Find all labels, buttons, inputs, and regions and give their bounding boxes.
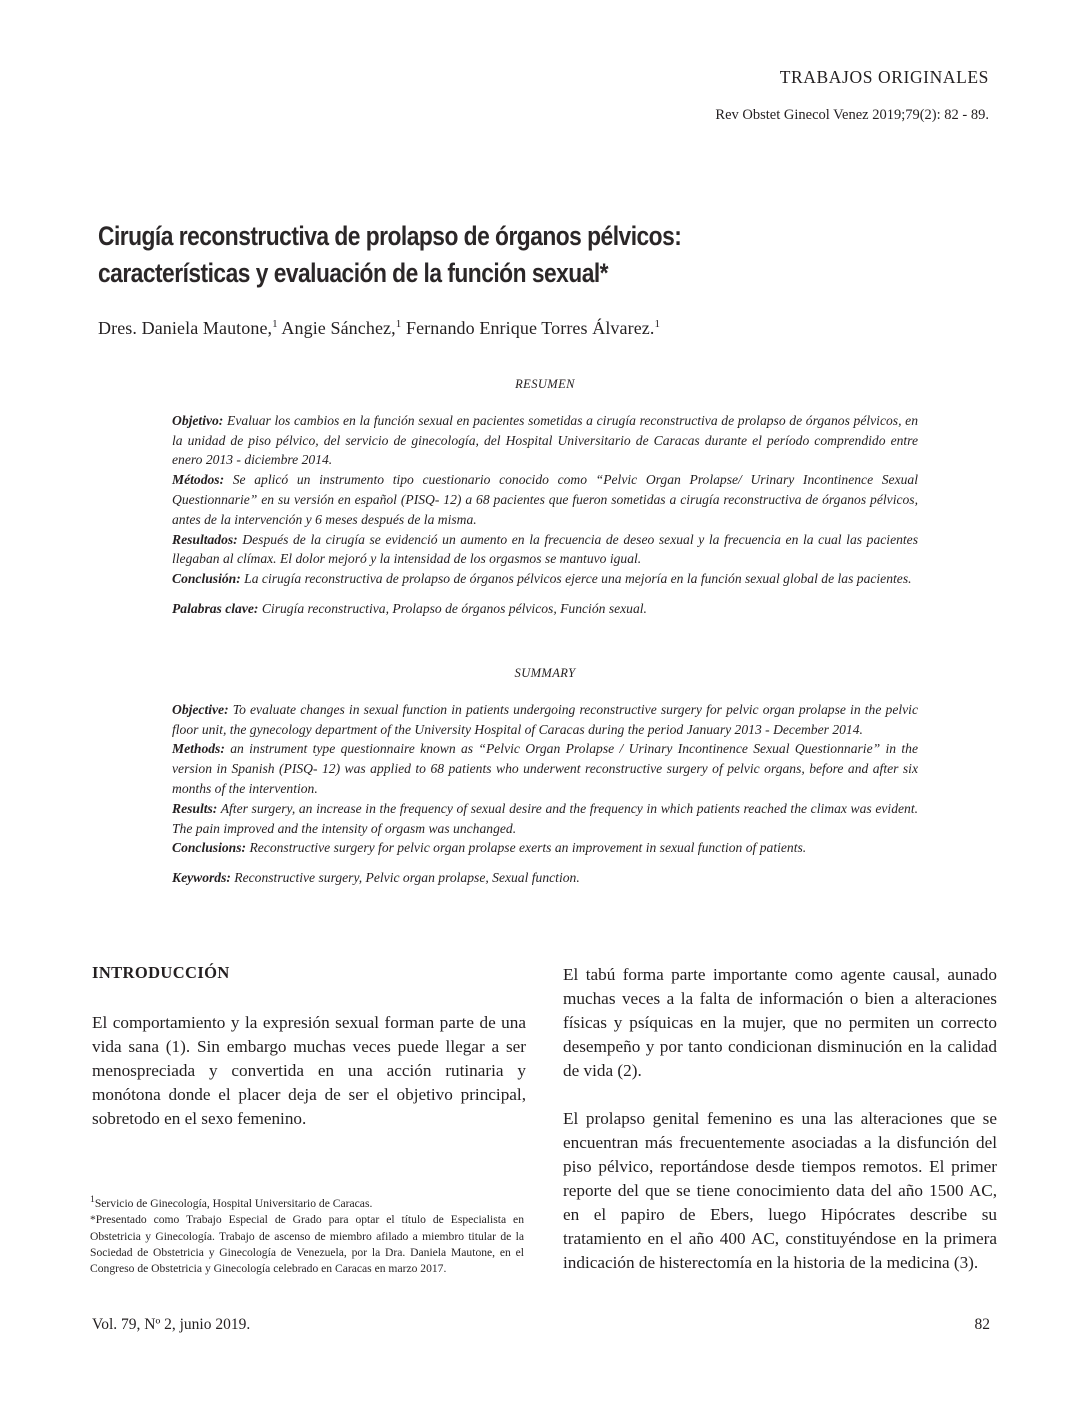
footnote-marker: 1 [90,1194,95,1205]
summary-keywords-label: Keywords: [172,870,231,886]
resumen-objetivo [172,411,918,470]
summary-results-text: After surgery, an increase in the frequency of sexual desire and the frequency in which patients reached the climax was evident. The pain improved and the intensity of orgasm was unchanged. [172,800,918,836]
author-name: Fernando Enrique Torres Álvarez. [405,318,655,338]
summary-objective [172,700,918,740]
body-column-right [563,963,997,1275]
footnote-presentation: *Presentado como Trabajo Especial de Grado para optar el título de Especialista en Obstetricia y Ginecología. Trabajo de ascenso de miembro afilado a miembro titular de la Sociedad de Obstetricia y Ginecología de Venezuela, por la Dra. Daniela Mautone, en el Congreso de Obstetricia y Ginecología celebrado en Caracas en marzo 2017. [90,1213,524,1276]
resumen-metodos-text: Se aplicó un instrumento tipo cuestionario conocido como “Pelvic Organ Prolapse/ Urinary Incontinence Sexual Questionnarie” en su versión en español (PISQ- 12) a 68 pacientes que fueron sometidas a cirugía reconstructiva de órganos pélvicos, antes de la intervención y 6 meses después de la misma. [172,472,918,527]
intro-paragraph-3: El prolapso genital femenino es una las alteraciones que se encuentran más frecuentemente asociadas a la disfunción del piso pélvico, reportándose desde tiempos remotos. El primer reporte del que se tiene conocimiento data del año 1500 AC, en el papiro de Ebers, luego Hipócrates describe su tratamiento en el año 400 AC, constituyéndose en la primera indicación de histerectomía en la historia de la medicina (3). [563,1109,997,1272]
author-list [98,318,660,339]
summary-heading: SUMMARY [514,666,576,680]
author-affiliation: 1 [395,318,402,330]
author-affiliation: 1 [272,318,278,330]
summary-results [172,799,918,839]
resumen-resultados [172,530,918,570]
resumen-keywords [172,599,918,619]
summary-conclusions-text: Reconstructive surgery for pelvic organ prolapse exerts an improvement in sexual function of patients. [246,840,807,856]
resumen-metodos [172,470,918,529]
summary-methods [172,739,918,798]
resumen-resultados-text: Después de la cirugía se evidenció un aumento en la frecuencia de deseo sexual y la frecuencia en la cual las pacientes llegaban al clímax. El dolor mejoró y la intensidad de los orgasmos se mantuvo igual. [172,531,918,567]
introduction-heading: INTRODUCCIÓN [92,963,230,982]
article-title [98,218,838,292]
resumen-conclusion [172,569,918,589]
title-line-2: características y evaluación de la función sexual* [98,258,609,288]
authors-prefix: Dres. [98,318,137,338]
resumen-metodos-label: Métodos: [172,472,225,488]
summary-conclusions-label: Conclusions: [172,840,247,856]
author-name: Daniela Mautone, [141,318,273,338]
author-name: Angie Sánchez, [281,318,396,338]
summary-methods-text: an instrument type questionnaire known as “Pelvic Organ Prolapse / Urinary Incontinence Sexual Questionnarie” in the version in Spanish (PISQ- 12) was applied to 68 patients who underwent reconstructive surgery of pelvic organs, before and after six months of the intervention. [172,741,918,796]
resumen-objetivo-text: Evaluar los cambios en la función sexual en pacientes sometidas a cirugía reconstructiva de prolapso de órganos pélvicos, en la unidad de piso pélvico, del servicio de ginecología, del Hospital Universitario de Caracas durante el período comprendido entre enero 2013 - diciembre 2014. [172,412,918,468]
footnote-affiliation-text: Servicio de Ginecología, Hospital Universitario de Caracas. [94,1196,373,1210]
author-affiliation: 1 [654,318,661,330]
intro-paragraph-2: El tabú forma parte importante como agente causal, aunado muchas veces a la falta de información o bien a alteraciones físicas y psíquicas en la mujer, que no permiten un correcto desempeño y por tanto condicionan disminución en la calidad de vida (2). [563,965,997,1080]
summary-keywords [172,868,918,888]
resumen-keywords-text: Cirugía reconstructiva, Prolapso de órganos pélvicos, Función sexual. [258,600,647,616]
summary-keywords-text: Reconstructive surgery, Pelvic organ prolapse, Sexual function. [230,870,580,886]
summary-conclusions [172,838,918,858]
summary-objective-label: Objective: [172,701,229,717]
resumen-abstract [172,375,918,619]
body-column-left [92,1011,526,1131]
summary-results-label: Results: [172,800,218,816]
summary-objective-text: To evaluate changes in sexual function in patients undergoing reconstructive surgery for pelvic organ prolapse in the pelvic floor unit, the gynecology department of the University Hospital of Caracas during the period January 2013 - December 2014. [172,701,918,737]
resumen-conclusion-text: La cirugía reconstructiva de prolapso de órganos pélvicos ejerce una mejoría en la función sexual global de las pacientes. [240,571,912,587]
resumen-heading: RESUMEN [515,377,575,391]
footer-volume: Vol. 79, Nº 2, junio 2019. [92,1316,251,1333]
footnotes [90,1192,524,1278]
page-number: 82 [974,1316,990,1333]
intro-paragraph-1: El comportamiento y la expresión sexual forman parte de una vida sana (1). Sin embargo muchas veces puede llegar a ser menospreciada y convertida en una acción rutinaria y monótona donde el placer deja de ser el objetivo principal, sobretodo en el sexo femenino. [92,1013,526,1128]
resumen-resultados-label: Resultados: [172,531,238,547]
summary-methods-label: Methods: [172,741,225,757]
journal-citation: Rev Obstet Ginecol Venez 2019;79(2): 82 - 89. [715,107,989,123]
resumen-conclusion-label: Conclusión: [172,571,241,587]
resumen-objetivo-label: Objetivo: [172,412,224,428]
summary-abstract [172,664,918,888]
title-line-1: Cirugía reconstructiva de prolapso de órganos pélvicos: [98,221,682,251]
resumen-keywords-label: Palabras clave: [172,600,259,616]
section-label: TRABAJOS ORIGINALES [779,67,989,87]
footnote-affiliation [90,1192,524,1212]
